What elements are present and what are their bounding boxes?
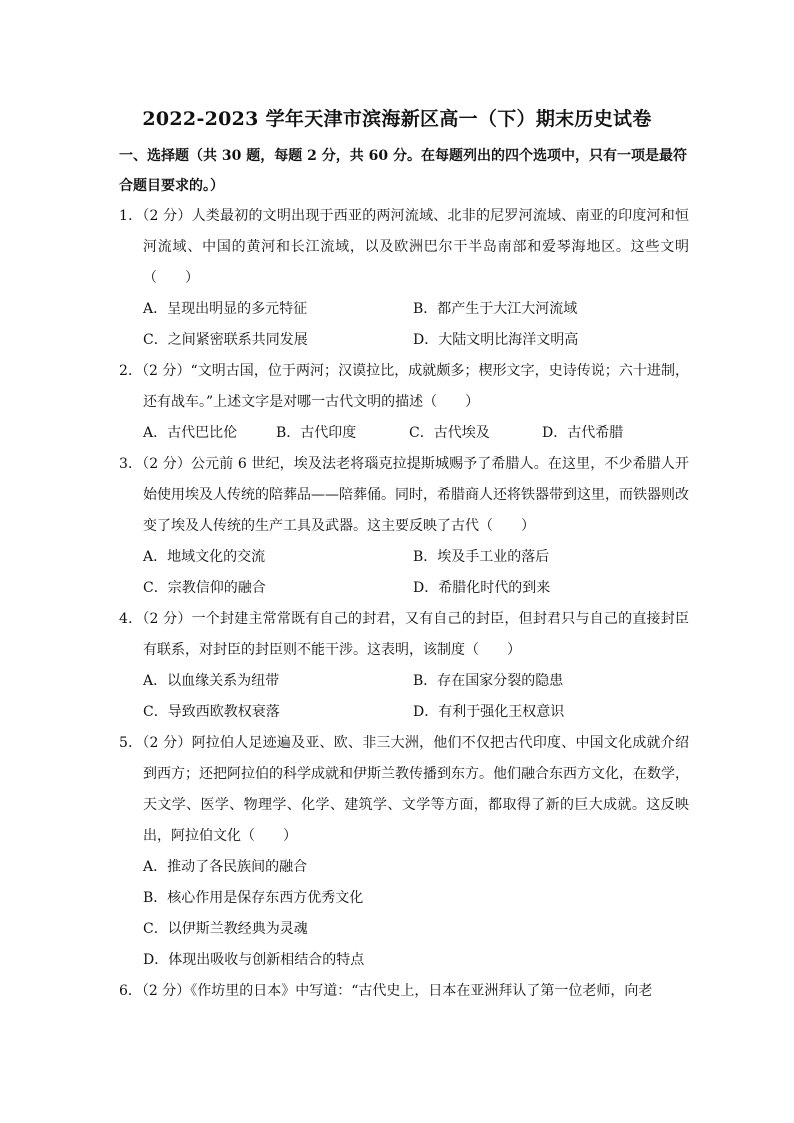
option-c: C．之间紧密联系共同发展 [143,332,308,348]
question-stem: 1．（2 分）人类最初的文明出现于西亚的两河流域、北非的尼罗河流域、南亚的印度河和恒河流域、中国的黄河和长江流域，以及欧洲巴尔干半岛南部和爱琴海地区。这些文明（ ） [119,208,689,286]
questions-list [119,201,689,1007]
option-c: C．导致西欧教权衰落 [143,704,280,720]
options-row [119,325,689,356]
question-4 [119,604,689,728]
option-b: B．核心作用是保存东西方优秀文化 [143,890,364,906]
option-a: A．古代巴比伦 [143,425,238,441]
option-d: D．体现出吸收与创新相结合的特点 [143,952,365,968]
options-row [119,573,689,604]
options-row [119,294,689,325]
option-b: B．埃及手工业的落后 [413,549,550,565]
option-b: B．都产生于大江大河流域 [413,301,578,317]
option-d: D．大陆文明比海洋文明高 [413,332,579,348]
option-d: D．古代希腊 [542,425,624,441]
options-row [119,697,689,728]
option-d: D．有利于强化王权意识 [413,704,565,720]
options-row [119,666,689,697]
option-b: B．存在国家分裂的隐患 [413,673,564,689]
options-row [119,418,689,449]
option-a: A．以血缘关系为纽带 [143,673,280,689]
question-stem: 3．（2 分）公元前 6 世纪，埃及法老将瑙克拉提斯城赐予了希腊人。在这里，不少希腊人开始使用埃及人传统的陪葬品——陪葬俑。同时，希腊商人还将铁器带到这里，而铁器则改变了埃及人传统的生产工具及武器。这主要反映了古代（ ） [119,456,689,534]
section-header: 一、选择题（共 30 题，每题 2 分，共 60 分。在每题列出的四个选项中，只有一项是最符合题目要求的。） [119,148,687,194]
question-6 [119,976,689,1007]
question-5 [119,728,689,976]
option-a: A．推动了各民族间的融合 [143,859,308,875]
question-stem: 5．（2 分）阿拉伯人足迹遍及亚、欧、非三大洲，他们不仅把古代印度、中国文化成就介绍到西方；还把阿拉伯的科学成就和伊斯兰教传播到东方。他们融合东西方文化，在数学，天文学、医学、物理学、化学、建筑学、文学等方面，都取得了新的巨大成就。这反映出，阿拉伯文化（ ） [119,735,689,844]
question-stem: 6．（2 分）《作坊里的日本》中写道：“古代史上，日本在亚洲拜认了第一位老师，向老 [119,983,653,999]
option-c: C．宗教信仰的融合 [143,580,266,596]
question-3 [119,449,689,604]
option-c: C．古代埃及 [409,425,490,441]
options-row [119,542,689,573]
page-title: 2022-2023 学年天津市滨海新区高一（下）期末历史试卷 [142,108,652,130]
question-stem: 2．（2 分）“文明古国，位于两河；汉谟拉比，成就颇多；楔形文字，史诗传说；六十进制，还有战车。”上述文字是对哪一古代文明的描述（ ） [119,363,689,410]
option-c: C．以伊斯兰教经典为灵魂 [143,921,308,937]
question-2 [119,356,689,449]
option-a: A．地域文化的交流 [143,549,266,565]
option-a: A．呈现出明显的多元特征 [143,301,308,317]
option-b: B．古代印度 [276,425,357,441]
option-d: D．希腊化时代的到来 [413,580,551,596]
question-stem: 4．（2 分）一个封建主常常既有自己的封君，又有自己的封臣，但封君只与自己的直接封臣有联系，对封臣的封臣则不能干涉。这表明，该制度（ ） [119,611,689,658]
question-1 [119,201,689,356]
